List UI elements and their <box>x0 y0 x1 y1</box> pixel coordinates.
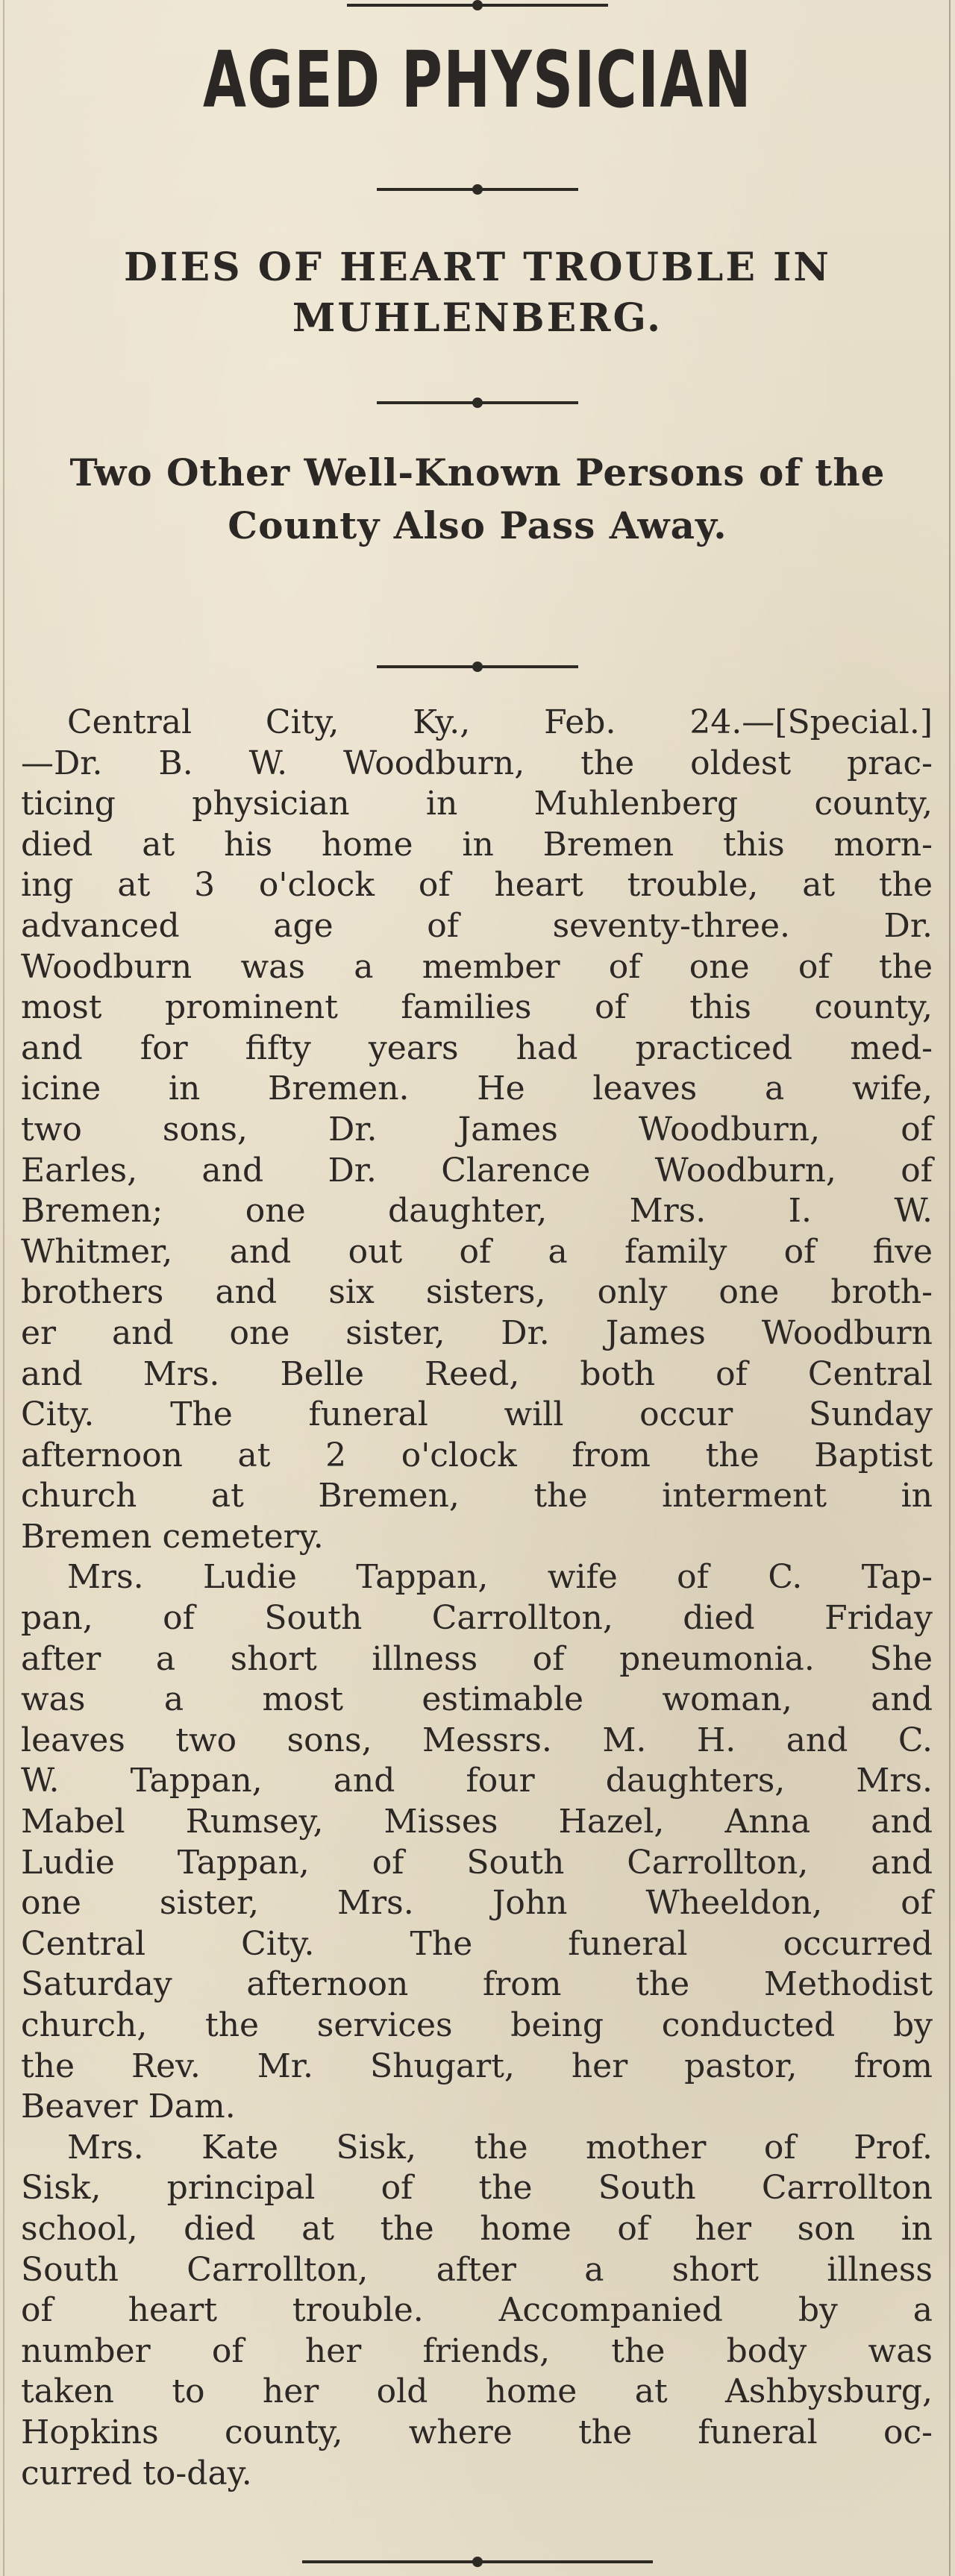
article-line: —Dr. B. W. Woodburn, the oldest prac- <box>21 744 933 782</box>
dash-rule-3 <box>377 662 578 672</box>
article-line: and for fifty years had practiced med- <box>21 1028 933 1067</box>
article-line: Woodburn was a member of one of the <box>21 947 933 986</box>
article-line: advanced age of seventy-three. Dr. <box>21 906 933 945</box>
article-line: Central City. The funeral occurred <box>21 1924 933 1963</box>
article-line: curred to-day. <box>21 2454 252 2492</box>
article-line: er and one sister, Dr. James Woodburn <box>21 1313 933 1352</box>
article-line: and Mrs. Belle Reed, both of Central <box>21 1354 933 1393</box>
article-paragraph <box>21 703 933 1557</box>
article-line: Bremen; one daughter, Mrs. I. W. <box>21 1192 933 1231</box>
bottom-dash-rule <box>302 2557 653 2567</box>
article-line: South Carrollton, after a short illness <box>21 2250 933 2289</box>
headline: AGED PHYSICIAN <box>203 34 752 125</box>
article-line: Earles, and Dr. Clarence Woodburn, of <box>21 1151 933 1190</box>
article-line: one sister, Mrs. John Wheeldon, of <box>21 1884 933 1923</box>
article-line: Ludie Tappan, of South Carrollton, and <box>21 1843 933 1882</box>
article-line: icine in Bremen. He leaves a wife, <box>21 1069 933 1108</box>
article-line: ing at 3 o'clock of heart trouble, at the <box>21 866 933 905</box>
article-line: church, the services being conducted by <box>21 2006 933 2044</box>
article-line: number of her friends, the body was <box>21 2331 933 2370</box>
article-line: afternoon at 2 o'clock from the Baptist <box>21 1436 933 1474</box>
article-line: most prominent families of this county, <box>21 988 933 1027</box>
column-rule-left <box>3 0 4 2576</box>
article-paragraph <box>21 2128 933 2494</box>
article-paragraph <box>21 1557 933 2127</box>
article-line: ticing physician in Muhlenberg county, <box>21 785 933 823</box>
article-line: after a short illness of pneumonia. She <box>21 1639 933 1678</box>
article-line: leaves two sons, Messrs. M. H. and C. <box>21 1721 933 1759</box>
article-line: brothers and six sisters, only one broth- <box>21 1273 933 1312</box>
article-line: school, died at the home of her son in <box>21 2209 933 2248</box>
article-line: two sons, Dr. James Woodburn, of <box>21 1110 933 1149</box>
dash-rule-2 <box>377 398 578 408</box>
article-line: taken to her old home at Ashbysburg, <box>21 2372 933 2411</box>
deck-two: Two Other Well-Known Persons of the County Also Pass Away. <box>69 450 886 547</box>
article-line: Central City, Ky., Feb. 24.—[Special.] <box>67 703 933 741</box>
article-line: Saturday afternoon from the Methodist <box>21 1965 933 2004</box>
article-line: the Rev. Mr. Shugart, her pastor, from <box>21 2046 933 2085</box>
article-line: Beaver Dam. <box>21 2087 236 2126</box>
article-line: W. Tappan, and four daughters, Mrs. <box>21 1762 933 1800</box>
article-line: Mrs. Ludie Tappan, wife of C. Tap- <box>67 1558 933 1597</box>
column-rule-right <box>949 0 951 2576</box>
article-body <box>21 703 933 2494</box>
dash-rule-1 <box>377 184 578 195</box>
article-line: Mrs. Kate Sisk, the mother of Prof. <box>67 2128 933 2167</box>
article-line: Hopkins county, where the funeral oc- <box>21 2413 933 2451</box>
article-line: church at Bremen, the interment in <box>21 1477 933 1515</box>
article-line: Mabel Rumsey, Misses Hazel, Anna and <box>21 1803 933 1841</box>
top-dash-rule <box>347 0 608 10</box>
deck-one: DIES OF HEART TROUBLE IN MUHLENBERG. <box>124 245 831 341</box>
article-line: pan, of South Carrollton, died Friday <box>21 1599 933 1638</box>
article-line: Sisk, principal of the South Carrollton <box>21 2169 933 2208</box>
article-line: Bremen cemetery. <box>21 1517 324 1556</box>
article-line: Whitmer, and out of a family of five <box>21 1232 933 1271</box>
article-line: of heart trouble. Accompanied by a <box>21 2291 933 2330</box>
article-line: died at his home in Bremen this morn- <box>21 825 933 864</box>
article-line: was a most estimable woman, and <box>21 1680 933 1719</box>
article-line: City. The funeral will occur Sunday <box>21 1395 933 1434</box>
